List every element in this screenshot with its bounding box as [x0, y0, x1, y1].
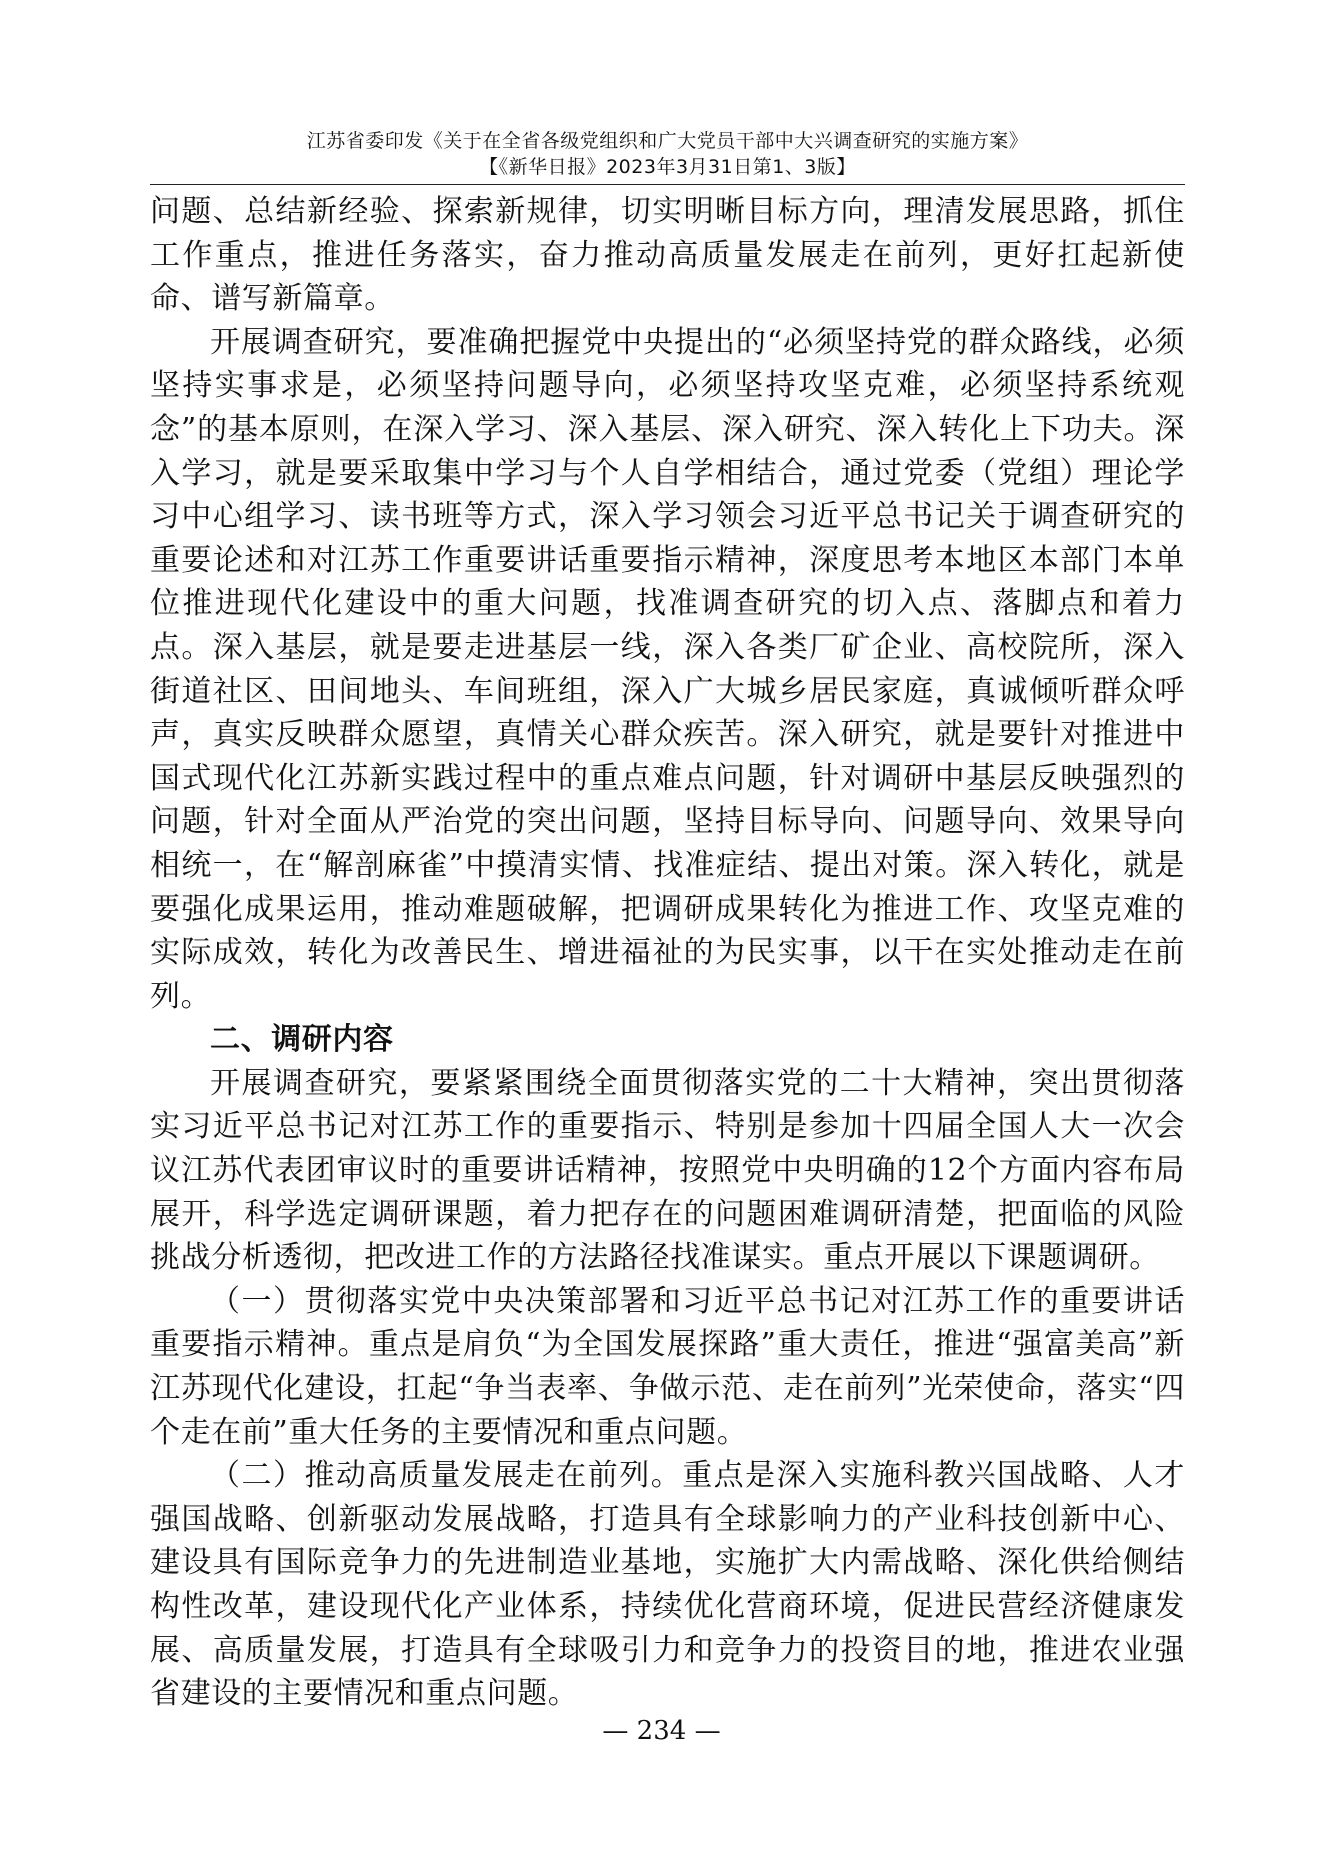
page-number: — 234 — — [602, 1716, 721, 1746]
paragraph-principles: 开展调查研究，要准确把握党中央提出的“必须坚持党的群众路线，必须坚持实事求是，必须坚持问题导向，必须坚持攻坚克难，必须坚持系统观念”的基本原则，在深入学习、深入基层、深入研究、深入转化上下功夫。深入学习，就是要采取集中学习与个人自学相结合，通过党委（党组）理论学习中心组学习、读书班等方式，深入学习领会习近平总书记关于调查研究的重要论述和对江苏工作重要讲话重要指示精神，深度思考本地区本部门本单位推进现代化建设中的重大问题，找准调查研究的切入点、落脚点和着力点。深入基层，就是要走进基层一线，深入各类厂矿企业、高校院所，深入街道社区、田间地头、车间班组，深入广大城乡居民家庭，真诚倾听群众呼声，真实反映群众愿望，真情关心群众疾苦。深入研究，就是要针对推进中国式现代化江苏新实践过程中的重点难点问题，针对调研中基层反映强烈的问题，针对全面从严治党的突出问题，坚持目标导向、问题导向、效果导向相统一，在“解剖麻雀”中摸清实情、找准症结、提出对策。深入转化，就是要强化成果运用，推动难题破解，把调研成果转化为推进工作、攻坚克难的实际成效，转化为改善民生、增进福祉的为民实事，以干在实处推动走在前列。 — [150, 324, 1185, 1014]
running-header-source: 【《新华日报》2023年3月31日第1、3版】 — [479, 156, 856, 178]
document-body — [150, 190, 1185, 1716]
paragraph-continuation: 问题、总结新经验、探索新规律，切实明晰目标方向，理清发展思路，抓住工作重点，推进任务落实，奋力推动高质量发展走在前列，更好扛起新使命、谱写新篇章。 — [150, 194, 1185, 317]
list-item-topic-1: （一）贯彻落实党中央决策部署和习近平总书记对江苏工作的重要讲话重要指示精神。重点是肩负“为全国发展探路”重大责任，推进“强富美高”新江苏现代化建设，扛起“争当表率、争做示范、走在前列”光荣使命，落实“四个走在前”重大任务的主要情况和重点问题。 — [150, 1283, 1185, 1450]
list-item-topic-2: （二）推动高质量发展走在前列。重点是深入实施科教兴国战略、人才强国战略、创新驱动发展战略，打造具有全球影响力的产业科技创新中心、建设具有国际竞争力的先进制造业基地，实施扩大内需战略、深化供给侧结构性改革，建设现代化产业体系，持续优化营商环境，促进民营经济健康发展、高质量发展，打造具有全球吸引力和竞争力的投资目的地，推进农业强省建设的主要情况和重点问题。 — [150, 1458, 1185, 1712]
section-heading: 二、调研内容 — [210, 1022, 394, 1058]
running-header-title: 江苏省委印发《关于在全省各级党组织和广大党员干部中大兴调查研究的实施方案》 — [306, 130, 1029, 152]
header-rule — [150, 184, 1185, 185]
paragraph-research-content: 开展调查研究，要紧紧围绕全面贯彻落实党的二十大精神，突出贯彻落实习近平总书记对江苏工作的重要指示、特别是参加十四届全国人大一次会议江苏代表团审议时的重要讲话精神，按照党中央明确的12个方面内容布局展开，科学选定调研课题，着力把存在的问题困难调研清楚，把面临的风险挑战分析透彻，把改进工作的方法路径找准谋实。重点开展以下课题调研。 — [150, 1065, 1185, 1276]
